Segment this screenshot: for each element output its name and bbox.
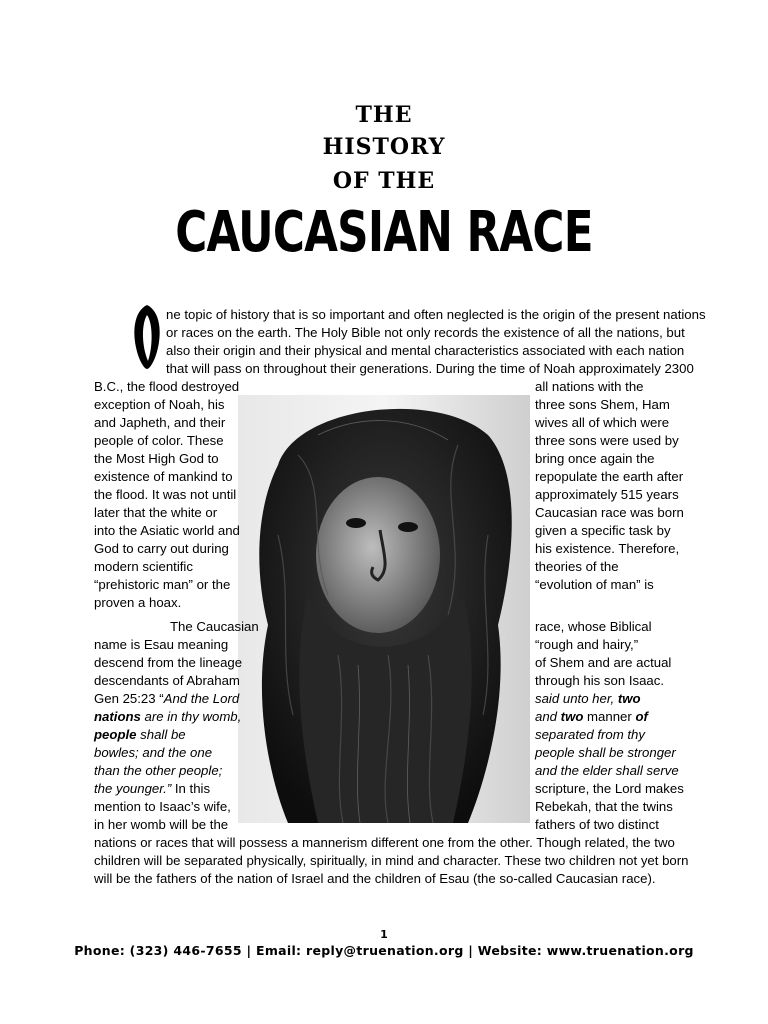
right-col2-line: [535, 690, 641, 708]
title-line-the: THE: [355, 102, 413, 128]
right-col-line: wives all of which were: [535, 415, 670, 430]
right-col2-line: [535, 762, 679, 780]
main-title: CAUCASIAN RACE: [175, 200, 593, 265]
quote-text: people shall be stronger: [535, 745, 676, 760]
right-col-line: repopulate the earth after: [535, 469, 684, 484]
closing-line: will be the fathers of the nation of Israel and the children of Esau (the so-called Caucasian race).: [94, 871, 656, 886]
left-col-line: the flood. It was not until: [94, 487, 237, 502]
closing-line: nations or races that will possess a mannerism different one from the other. Though related, the two: [94, 835, 675, 850]
title-line-history: HISTORY: [322, 134, 446, 160]
left-col-line: existence of mankind to: [94, 469, 233, 484]
gen-ref: Gen 25:23 “: [94, 691, 164, 706]
right-col2-line: [535, 708, 648, 726]
page-number: 1: [380, 928, 388, 941]
right-col-line: bring once again the: [535, 451, 655, 466]
left-col2-line: descend from the lineage: [94, 655, 243, 670]
quote-text: and the elder shall serve: [535, 763, 679, 778]
quote-text: bowles; and the one: [94, 745, 213, 760]
left-col2-line: [94, 744, 212, 762]
left-col-line: modern scientific: [94, 559, 193, 574]
quote-text: than the other people;: [94, 763, 223, 778]
dropcap-letter: [128, 303, 166, 371]
right-col-line: approximately 515 years: [535, 487, 679, 502]
plain-text: In this: [171, 781, 211, 796]
intro-line: that will pass on throughout their generations. During the time of Noah approximately 2300: [166, 361, 694, 376]
intro-line: ne topic of history that is so important and often neglected is the origin of the present nations: [166, 307, 706, 322]
intro-line: or races on the earth. The Holy Bible not only records the existence of all the nations, but: [166, 325, 685, 340]
right-col2-line: [535, 744, 676, 762]
left-col2-line: [94, 690, 239, 708]
word-two: two: [560, 709, 584, 724]
right-col2-line: Rebekah, that the twins: [535, 799, 673, 814]
word-of: of: [635, 709, 648, 724]
left-col-line: exception of Noah, his: [94, 397, 225, 412]
left-col2-line: descendants of Abraham: [94, 673, 240, 688]
left-col2-line: mention to Isaac’s wife,: [94, 799, 231, 814]
left-col-line: B.C., the flood destroyed: [94, 379, 240, 394]
left-col-line: and Japheth, and their: [94, 415, 226, 430]
left-col2-line: The Caucasian: [170, 619, 259, 634]
right-col2-line: [535, 726, 645, 744]
left-col-line: the Most High God to: [94, 451, 219, 466]
left-col-line: proven a hoax.: [94, 595, 182, 610]
right-col-line: his existence. Therefore,: [535, 541, 680, 556]
left-col-line: into the Asiatic world and: [94, 523, 240, 538]
intro-line: also their origin and their physical and mental characteristics associated with each nation: [166, 343, 685, 358]
quote-text: shall be: [136, 727, 186, 742]
right-col2-line: scripture, the Lord makes: [535, 781, 684, 796]
closing-line: children will be separated physically, spiritually, in mind and character. These two children not yet born: [94, 853, 689, 868]
left-col-line: God to carry out during: [94, 541, 229, 556]
right-col-line: “evolution of man” is: [535, 577, 654, 592]
quote-text: separated from thy: [535, 727, 645, 742]
word-nations: nations: [94, 709, 141, 724]
right-col-line: three sons were used by: [535, 433, 679, 448]
left-col2-line: [94, 780, 210, 798]
quote-text: the younger.”: [94, 781, 172, 796]
title-line-of-the: OF THE: [332, 168, 436, 194]
right-col2-line: “rough and hairy,”: [535, 637, 639, 652]
right-col-line: all nations with the: [535, 379, 644, 394]
right-col-line: Caucasian race was born: [535, 505, 684, 520]
right-col2-line: race, whose Biblical: [535, 619, 652, 634]
word-two: two: [617, 691, 641, 706]
quote-text: and: [535, 709, 561, 724]
left-col2-line: name is Esau meaning: [94, 637, 229, 652]
left-col2-line: [94, 708, 241, 726]
left-col-line: people of color. These: [94, 433, 224, 448]
word-people: people: [94, 727, 137, 742]
quote-text: said unto her,: [535, 691, 618, 706]
quote-text: And the Lord: [163, 691, 240, 706]
left-col2-line: [94, 726, 186, 744]
right-col-line: given a specific task by: [535, 523, 671, 538]
left-col2-line: [94, 762, 222, 780]
bearded-man-photo: [238, 395, 530, 823]
left-col-line: “prehistoric man” or the: [94, 577, 231, 592]
right-col-line: theories of the: [535, 559, 619, 574]
footer-contact: Phone: (323) 446-7655 | Email: reply@truenation.org | Website: www.truenation.org: [74, 943, 694, 958]
left-col-line: later that the white or: [94, 505, 218, 520]
right-col2-line: fathers of two distinct: [535, 817, 659, 832]
right-col2-line: through his son Isaac.: [535, 673, 665, 688]
right-col-line: three sons Shem, Ham: [535, 397, 670, 412]
quote-text: are in thy womb,: [140, 709, 242, 724]
right-col2-line: of Shem and are actual: [535, 655, 672, 670]
left-col2-line: in her womb will be the: [94, 817, 229, 832]
plain-text: manner: [583, 709, 636, 724]
